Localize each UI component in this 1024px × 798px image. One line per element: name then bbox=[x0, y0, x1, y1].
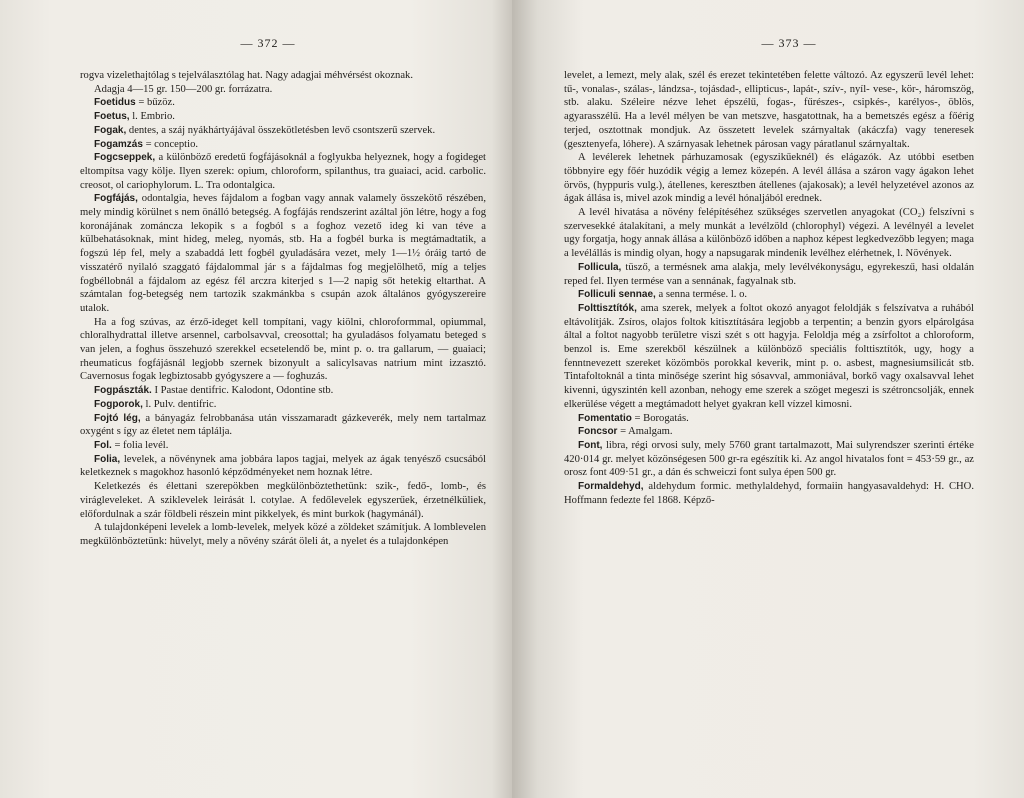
paragraph: Fogpászták. I Pastae dentifric. Kalodont, Odontine stb. bbox=[94, 385, 334, 397]
paragraph: Font, libra, régi orvosi suly, mely 5760 grant tartalmazott, Mai sulyrendszer szerinti értéke 420·014 gr. melyet közönségesen 500 gr-ra egészítik ki. Az angol hivatalos font = 453·59 gr., az orosz font 409·51 gr., a dán és schweiczi font sulya épen 500 gr. bbox=[564, 439, 974, 479]
paragraph: Fol. = folia levél. bbox=[94, 439, 169, 451]
headword: Fojtó lég, bbox=[94, 412, 141, 424]
headword: Fomentatio bbox=[578, 412, 632, 424]
headword: Folliculi sennae, bbox=[578, 289, 656, 301]
paragraph: levelet, a lemezt, mely alak, szél és erezet tekintetében felette változó. Az egyszerű levél lehet: tű-, vonalas-, szálas-, lándzsa-, tojásdad-, ellipticus-, lapát-, szív-, nyíl- vese-, kör-, háromszög, stb. alaku. Széleire nézve lehet épszélű, fogas-, fűrészes-, csipkés-, karélyos-, öblös, agyarasszélű. Ha a levél mélyen be van metszve, hasgatottnak, ha a bemetszés egész a főérig terjed, osztottnak mondjuk. Az összetett levelek szárnyaltak (akáczfa) vagy teneresek (gesztenyefa, lóhere). A szárnyasak lehetnek párosan vagy páratlanul szárnyaltak. bbox=[564, 70, 974, 150]
paragraph: Fogamzás = conceptio. bbox=[94, 138, 199, 150]
paragraph: Foncsor = Amalgam. bbox=[578, 426, 673, 438]
headword: Fol. bbox=[94, 439, 112, 451]
paragraph: Keletkezés és élettani szerepökben megkülönböztethetünk: szik-, fedő-, lomb-, és virágleveleket. A sziklevelek leirását l. cotylae. A fedőlevelek egyszerűek, érzetnélküliek, előfordulnak a szár földbeli részein mint pikkelyek, és mint burkok (hagymánál). bbox=[80, 481, 486, 520]
paragraph: Foetidus = bűzöz. bbox=[94, 97, 175, 109]
paragraph: A levélerek lehetnek párhuzamosak (egyszikűeknél) és elágazók. Az utóbbi esetben többnyire egy főér huzódik végig a lemez közepén. A levél állása a száron vagy ágakon lehet örvös, (hyppuris vulg.), átellenes, keresztben átellenes (ajakosak); a levél helyzetével azonos az ágak állása is, mivel azok mindig a levél hónaljából erednek. bbox=[564, 152, 974, 205]
paragraph: Fojtó lég, a bányagáz felrobbanása után visszamaradt gázkeverék, mely nem tartalmaz oxygént s így az életet nem táplálja. bbox=[80, 412, 486, 438]
paragraph: Folliculi sennae, a senna termése. l. o. bbox=[578, 289, 748, 301]
paragraph: Folttisztítók, ama szerek, melyek a foltot okozó anyagot feloldják s felszívatva a ruhából eltávolítják. Zsíros, olajos foltok kitisztítására legjobb a terpentin; a benzin gyors elpárolgása által a foltot nagyobb területre viszi szét s ott hagyja. Feloldja még a zsírfoltot a chloroform, benzol is. Eme szerekből készülnek a különböző speciális folttisztítók, ugy, hogy a fenntnevezett szereket közömbös porokkal keverik, mint p. o. asbest, magnesiumsilicát stb. Tintafoltoknál a tinta minősége szerint hig sósavval, ammoniával, borkő vagy oxalsavval lehet kivenni, úgyszintén kell azonban, nehogy eme szerek a szöget megeszi is szétroncsolják, ennek elkerülése végett a megtámadott helyet gyakran kell vízzel kimosni. bbox=[564, 302, 974, 410]
paragraph: Adagja 4—15 gr. 150—200 gr. forrázatra. bbox=[94, 83, 273, 95]
paragraph: Fogcseppek, a különböző eredetű fogfájásoknál a foglyukba helyeznek, hogy a fogideget eltompítsa vagy kölje. Ilyen szerek: opium, chloroform, spilanthus, tra guaiaci, acid. carbolic. creosot, ol cariophylorum. L. Tra odontalgica. bbox=[80, 152, 486, 191]
headword: Fogpászták. bbox=[94, 385, 152, 397]
headword: Folttisztítók, bbox=[578, 302, 637, 314]
headword: Foncsor bbox=[578, 426, 618, 438]
paragraph: Follicula, tüsző, a termésnek ama alakja, mely levélvékonyságu, egyrekeszű, hasi oldalán reped fel. Ilyen termése van a sennának, fagyalnak stb. bbox=[564, 261, 974, 287]
headword: Folia, bbox=[94, 453, 121, 465]
right-page bbox=[512, 0, 1024, 798]
paragraph: Fogak, dentes, a száj nyákhártyájával összekötletésben levő csontszerű szervek. bbox=[94, 124, 436, 136]
paragraph: Foetus, l. Embrio. bbox=[94, 111, 175, 123]
paragraph: Formaldehyd, aldehydum formic. methylaldehyd, formaiin hangyasavaldehyd: H. CHO. Hoffmann fedezte fel 1868. Képző- bbox=[564, 481, 974, 506]
headword: Fogcseppek, bbox=[94, 152, 156, 164]
headword: Foetidus bbox=[94, 97, 136, 109]
paragraph: Folia, levelek, a növénynek ama jobbára lapos tagjai, melyek az ágak tenyésző csucsából keletkeznek s magokhoz hasonló képződményeket nem hoznak létre. bbox=[80, 453, 486, 479]
page-text bbox=[80, 69, 486, 549]
headword: Font, bbox=[578, 439, 603, 451]
headword: Foetus, bbox=[94, 111, 130, 123]
paragraph: Ha a fog szúvas, az érző-ideget kell tompítani, vagy kiölni, chloroformmal, opiummal, chloralhydrattal illetve arsennel, carbolsavval, creosottal; ha gyuladásos folyamatu beteged s van jelen, a foghus összehuzó szerekkel ecsetelendő be, mint p. o. tra gallarum, — guaiaci; rheumaticus fogfájásnál legjobb szernek bizonyult a salicylsavas natrium mint izzasztó. Cavernosus fogak legbiztosabb gyógyszere a — foghuzás. bbox=[80, 316, 486, 383]
page-text bbox=[564, 69, 974, 508]
headword: Fogamzás bbox=[94, 138, 143, 150]
headword: Fogak, bbox=[94, 124, 127, 136]
paragraph: rogva vizelethajtólag s tejelválasztólag hat. Nagy adagjai méhvérsést okoznak. bbox=[80, 70, 413, 81]
headword: Follicula, bbox=[578, 261, 622, 273]
paragraph: Fogporok, l. Pulv. dentifric. bbox=[94, 398, 217, 410]
page-number: — 372 — bbox=[240, 36, 296, 50]
paragraph: A levél hivatása a növény felépítéséhez szükséges szervetlen anyagokat (CO₂) felszívni s szervesekké átalakítani, a mely munkát a levélzöld (chlorophyl) végezi. A levélnyél a levelet ugy forgatja, hogy annak állása a különböző időben a naphoz képest legkedvezőbb legyen; maga a levélállás is mindig olyan, hogy a napsugarak mindenik levélhez elérhetnek, l. Növények. bbox=[564, 207, 974, 260]
paragraph: Fomentatio = Borogatás. bbox=[578, 412, 689, 424]
paragraph: Fogfájás, odontalgia, heves fájdalom a fogban vagy annak valamely összekötő részében, mely mindig körülnet s nem önálló betegség. A fogfájás rendszerint azáltal jön létre, hogy a fog koronájának zománcza lekopik s a fogból s a foghoz vezető ideg ki van téve a külbehatásoknak, mint hideg, meleg, nyomás, stb. Ha a fogbél burka is megtámadtatik, a fogszú lép fel, mely a szabaddá lett fogbél gyuladására vezet, mely 1—1½ óráig tartó de visszatérő nyilaló szaggató fájdalommal jár s a fájdalmas fog megjelölhető, míg a teljes fogbéllobnál a fájdalom az egész fél arczra kiterjed s 1—2 napig sőt hetekig eltarthat. A számtalan fog-betegség nem tartozik szakmánkba s csupán azok általános gyógyszereire utalok. bbox=[80, 193, 486, 314]
headword: Fogfájás, bbox=[94, 193, 138, 205]
paragraph: A tulajdonképeni levelek a lomb-levelek, melyek közé a zöldeket számítjuk. A lomblevelen megkülönböztetünk: hüvelyt, mely a növény szárát öleli át, a nyelet és a tulajdonképen bbox=[80, 522, 486, 547]
headword: Fogporok, bbox=[94, 398, 143, 410]
headword: Formaldehyd, bbox=[578, 481, 644, 493]
page-number: — 373 — bbox=[761, 36, 817, 50]
